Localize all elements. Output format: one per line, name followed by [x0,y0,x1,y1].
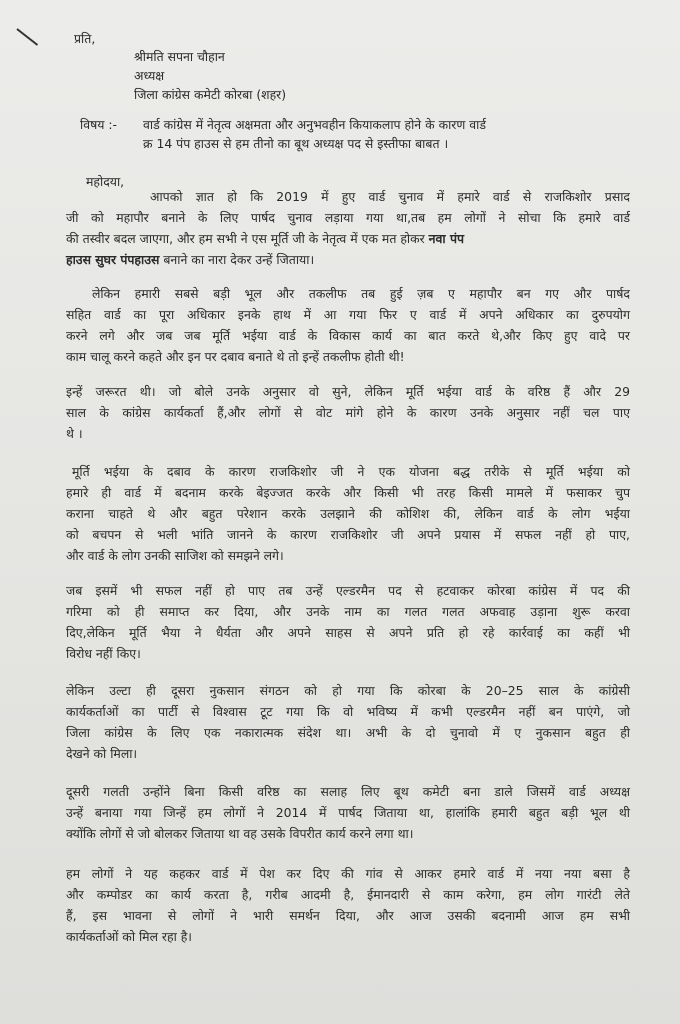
paragraph-line: हाउस सुघर पंपहाउस बनाने का नारा देकर उन्हें जिताया। [66,252,315,267]
paragraph-line: मूर्ति भईया के दबाव के कारण राजकिशोर जी ने एक योजना बद्ध तरीके से मूर्ति भईया को [72,464,630,479]
paragraph-line: विरोध नहीं किए। [66,646,141,661]
paragraph-line: क्योंकि लोगों से जो बोलकर जिताया था वह उसके विपरीत कार्य करने लगा था। [66,826,414,841]
subject-label: विषय :- [80,117,118,132]
slogan-part: नवा पंप [428,231,465,246]
paragraph-line: दूसरी गलती उन्होंने बिना किसी वरिष्ठ का सलाह लिए बूथ कमेटी बना डाले जिसमें वार्ड अध्यक्ष [66,784,630,799]
paragraph-line: करने लगे और जब जब मूर्ति भईया वार्ड के विकास कार्य का बात करते थे,और किए हुए वादे पर [66,328,630,343]
paragraph-line: और कम्पोडर का कार्य करता है, गरीब आदमी है, ईमानदारी से काम करेगा, हम लोग गारंटी लेते [66,887,630,902]
paragraph-line: दिए,लेकिन मूर्ति भैया ने धैर्यता और अपने साहस से अपने प्रति हो रहे कार्रवाई का कहीं भी [66,625,630,640]
recipient-name: श्रीमति सपना चौहान [134,49,225,64]
pen-mark [16,28,38,46]
slogan-part: हाउस सुघर पंपहाउस [66,252,160,267]
paragraph-line: जब इसमें भी सफल नहीं हो पाए तब उन्हें एल्डरमैन पद से हटवाकर कोरबा कांग्रेस में पद की [66,583,630,598]
addressee-label: प्रति, [74,31,96,46]
paragraph-line: कार्यकर्ताओं का पार्टी से विश्वास टूट गया कि वो भविष्य में कभी एल्डरमैन नहीं बन पाएंगे, जो [66,704,630,719]
paragraph-line: थे । [66,426,83,441]
paragraph-line: देखने को मिला। [66,746,138,761]
paragraph-line: इन्हें जरूरत थी। जो बोले उनके अनुसार वो सुने, लेकिन मूर्ति भईया वार्ड के वरिष्ठ हैं और 29 [66,384,630,399]
paragraph-line: को बचपन से भली भांति जानने के कारण राजकिशोर जी अपने प्रयास में सफल नहीं हो पाए, [66,527,630,542]
paragraph-line: हैं, इस भावना से लोगों ने भारी समर्थन दिया, और आज उसकी बदनामी आज हम सभी [66,908,630,923]
subject-line: वार्ड कांग्रेस में नेतृत्व अक्षमता और अनुभवहीन कियाकलाप होने के कारण वार्ड [143,117,486,132]
salutation: महोदया, [86,174,125,189]
paragraph-line: और वार्ड के लोग उनकी साजिश को समझने लगे। [66,548,284,563]
paragraph-line: आपको ज्ञात हो कि 2019 में हुए वार्ड चुनाव में हमारे वार्ड से राजकिशोर प्रसाद [150,189,630,204]
subject-line: क्र 14 पंप हाउस से हम तीनो का बूथ अध्यक्ष पद से इस्तीफा बाबत । [143,136,449,151]
paragraph-line: कार्यकर्ताओं को मिल रहा है। [66,929,192,944]
recipient-title: अध्यक्ष [134,68,165,83]
paragraph-line: कराना चाहते थे और बहुत परेशान करके उलझाने की कोशिश की, लेकिन वार्ड के लोग भईया [66,506,630,521]
paragraph-line: जिला कांग्रेस के लिए एक नकारात्मक संदेश था। अभी के दो चुनावो में ए नुकसान बहुत ही [66,725,630,740]
paragraph-line: उन्हें बनाया गया जिन्हें हम लोगों ने 2014 में पार्षद जिताया था, हालांकि हमारी बहुत बड़ी भूल थी [66,805,630,820]
paragraph-line: हमारे ही वार्ड में बदनाम करके बेइज्जत करके और किसी भी तरह किसी मामले में फसाकर चुप [66,485,630,500]
paragraph-line: सहित वार्ड का पूरा अधिकार इनके हाथ में आ गया फिर ए वार्ड में अपने अधिकार का दुरुपयोग [66,307,630,322]
paragraph-line: लेकिन उल्टा ही दूसरा नुकसान संगठन को हो गया कि कोरबा के 20–25 साल के कांग्रेसी [66,683,630,698]
paragraph-line: की तस्वीर बदल जाएगा, और हम सभी ने एस मूर्ति जी के नेतृत्व में एक मत होकर नवा पंप [66,231,465,246]
paragraph-line: काम चालू करने कहते और इन पर दबाव बनाते थे तो इन्हें तकलीफ होती थी! [66,349,405,364]
recipient-org: जिला कांग्रेस कमेटी कोरबा (शहर) [134,87,287,102]
paragraph-line: हम लोगों ने यह कहकर वार्ड में पेश कर दिए की गांव से आकर हमारे वार्ड में नया नया बसा है [66,866,630,881]
paragraph-line: लेकिन हमारी सबसे बड़ी भूल और तकलीफ तब हुई ज़ब ए महापौर बन गए और पार्षद [92,286,630,301]
paragraph-line: साल के कांग्रेस कार्यकर्ता हैं,और लोगों से वोट मांगे होने के कारण उनके अनुसार नहीं चल पाए [66,405,630,420]
paragraph-line: गरिमा को ही समाप्त कर दिया, और उनके नाम का गलत गलत अफवाह उड़ाना शुरू करवा [66,604,630,619]
paragraph-line: जी को महापौर बनाने के लिए पार्षद चुनाव लड़ाया गया था,तब हम लोगों ने सोचा कि हमारे वार्ड [66,210,630,225]
